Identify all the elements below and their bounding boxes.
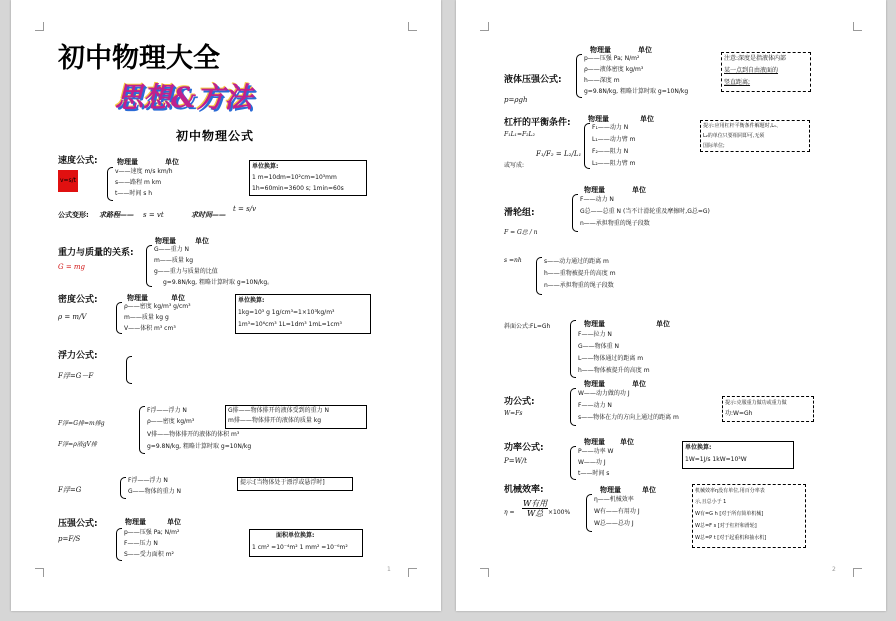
brace — [586, 494, 592, 532]
unit-conversion-box — [682, 441, 794, 469]
speed-row: t——时间 s h — [115, 190, 153, 197]
col-header-unit: 单位 — [165, 158, 179, 166]
power-row: t——时间 s — [578, 470, 610, 477]
buoyancy-formula-3: F浮=ρ液gV排 — [58, 441, 97, 448]
snh-row: s——动力通过的距离 m — [544, 258, 609, 265]
efficiency-fraction — [522, 499, 548, 518]
lever-row: L₂——阻力臂 m — [592, 160, 636, 167]
note-text: L₂的单位只要相同即可,无须 — [703, 133, 765, 139]
brace — [570, 320, 576, 378]
col-header-quantity: 物理量 — [584, 380, 605, 388]
efficiency-row: W总——总功 J — [594, 520, 634, 527]
buoyancy-row: F浮——浮力 N — [147, 407, 187, 414]
snh-formula: s =nh — [504, 257, 522, 264]
snh-row: n——承担物重的绳子段数 — [544, 282, 614, 289]
incline-row: L——物体通过的距离 m — [578, 355, 644, 362]
margin-mark — [408, 22, 417, 31]
note-box — [692, 484, 806, 548]
power-heading: 功率公式: — [504, 443, 544, 453]
margin-mark — [408, 568, 417, 577]
brace — [570, 388, 576, 426]
col-header-quantity: 物理量 — [125, 518, 146, 526]
note-text: 提示:[当物体处于漂浮或悬浮时] — [240, 479, 325, 486]
incline-row: h——物体被提升的高度 m — [578, 367, 650, 374]
note-box — [721, 52, 811, 92]
lever-row: L₁——动力臂 m — [592, 136, 636, 143]
lever-formula: F₁L₁=F₂L₂ — [504, 131, 535, 138]
col-header-unit: 单位 — [167, 518, 181, 526]
liquid-row: ρ——液体密度 kg/m³ — [584, 66, 644, 73]
conv-line: 1m³=10⁶cm³ 1L=1dm³ 1mL=1cm³ — [238, 321, 342, 328]
conv-line: 1W=1J/s 1kW=10³W — [685, 456, 747, 463]
work-row: s——物体在力的方向上通过的距离 m — [578, 414, 679, 421]
margin-mark — [853, 22, 862, 31]
col-header-quantity: 物理量 — [117, 158, 138, 166]
brace — [584, 123, 590, 169]
efficiency-percent: ×100% — [548, 509, 571, 516]
work-row: F——动力 N — [578, 402, 612, 409]
col-header-unit: 单位 — [638, 46, 652, 54]
efficiency-heading: 机械效率: — [504, 485, 544, 495]
note-box — [722, 396, 814, 422]
big-title: 初中物理大全 — [58, 43, 220, 74]
work-row: W——动力做的功 J — [578, 390, 630, 397]
unit-conversion-box — [249, 529, 363, 557]
time-formula: t = s/v — [233, 205, 257, 213]
efficiency-row: η——机械效率 — [594, 496, 634, 503]
lever-row: F₂——阻力 N — [592, 148, 629, 155]
gravity-row: G——重力 N — [154, 246, 190, 253]
note-text: 提示:应用杠杆平衡条件解题时,L₁、 — [703, 123, 782, 129]
snh-row: h——重物被提升的高度 m — [544, 270, 616, 277]
conv-title: 单位换算: — [252, 163, 279, 170]
art-title: 思想&方法 — [115, 81, 253, 114]
speed-row: v——速度 m/s km/h — [115, 168, 173, 175]
density-row: m——质量 kg g — [124, 314, 169, 321]
document-page-1 — [11, 0, 441, 611]
liquid-pressure-formula: p=ρgh — [504, 96, 528, 104]
col-header-unit: 单位 — [656, 320, 670, 328]
buoyancy-row: F浮——浮力 N — [128, 477, 168, 484]
find-time-label: 求时间—— — [191, 211, 226, 219]
note-text: 功:W=Gh — [725, 410, 753, 417]
page-number: 2 — [832, 566, 836, 573]
pressure-row: S——受力面积 m² — [124, 551, 174, 558]
pulley-formula: F = G总 / n — [504, 229, 538, 236]
power-row: W——功 J — [578, 459, 606, 466]
buoyancy-row: g=9.8N/kg, 粗略计算时取 g=10N/kg — [147, 443, 252, 450]
efficiency-denominator: W总 — [527, 509, 544, 518]
note-text: 注意:深度是指液体内部 — [724, 55, 787, 62]
conv-title: 单位换算: — [685, 444, 712, 451]
conv-line: 1 m=10dm=10²cm=10³mm — [252, 174, 337, 181]
col-header-quantity: 物理量 — [155, 237, 176, 245]
lever-alt-formula: F₁/F₂ = L₂/L₁ — [536, 150, 582, 158]
box-line: G排——物体排开的液体受到的重力 N — [228, 407, 330, 414]
brace — [126, 356, 132, 384]
buoyancy-row: ρ——密度 kg/m³ — [147, 418, 195, 425]
note-text: W有=G h [对于所有简单机械] — [695, 511, 764, 517]
buoyancy-formula-4: F浮=G — [58, 486, 82, 494]
brace — [120, 477, 126, 499]
brace — [570, 446, 576, 480]
margin-mark — [480, 568, 489, 577]
pressure-row: F——压力 N — [124, 540, 158, 547]
pressure-formula: p=F/S — [58, 535, 81, 543]
note-text: 提示:克服重力做功或重力做 — [725, 400, 787, 406]
pulley-row: G总——总重 N (当不计滑轮重及摩擦时,G总=G) — [580, 208, 710, 215]
speed-heading: 速度公式: — [58, 156, 98, 166]
pressure-row: p——压强 Pa; N/m² — [124, 529, 180, 536]
col-header-unit: 单位 — [171, 294, 185, 302]
speed-formula: v=s/t — [58, 170, 78, 192]
incline-heading: 斜面公式:FL=Gh — [504, 323, 551, 330]
subtitle: 初中物理公式 — [176, 129, 255, 143]
note-box — [700, 120, 810, 152]
brace — [536, 257, 542, 295]
col-header-quantity: 物理量 — [590, 46, 611, 54]
document-page-2 — [456, 0, 886, 611]
buoyancy-row: G——物体的重力 N — [128, 488, 182, 495]
note-text: W总=P t [对于起重机和抽水机] — [695, 535, 767, 541]
col-header-unit: 单位 — [640, 115, 654, 123]
distance-formula: s = vt — [143, 211, 164, 219]
note-text: 示,且总小于 1 — [695, 499, 727, 505]
density-heading: 密度公式: — [58, 295, 98, 305]
incline-row: G——物体重 N — [578, 343, 620, 350]
margin-mark — [35, 568, 44, 577]
buoyancy-formula-1: F浮=G－F — [58, 372, 94, 380]
unit-conversion-box — [249, 160, 367, 196]
gravity-row: g——重力与质量的比值 — [154, 268, 218, 275]
brace — [146, 245, 152, 287]
liquid-row: p——压强 Pa; N/m² — [584, 55, 640, 62]
work-formula: W=Fs — [504, 410, 523, 417]
col-header-quantity: 物理量 — [600, 486, 621, 494]
lever-alt-label: 或写成: — [504, 162, 525, 169]
pulley-row: F——动力 N — [580, 196, 614, 203]
col-header-quantity: 物理量 — [588, 115, 609, 123]
col-header-quantity: 物理量 — [584, 320, 605, 328]
speed-row: s——路程 m km — [115, 179, 162, 186]
efficiency-row: W有——有用功 J — [594, 508, 640, 515]
density-formula: ρ = m/V — [58, 313, 87, 321]
conv-line: 1 cm² =10⁻⁴m² 1 mm² =10⁻⁶m² — [252, 544, 348, 551]
pulley-heading: 滑轮组: — [504, 208, 535, 218]
col-header-quantity: 物理量 — [584, 438, 605, 446]
margin-mark — [853, 568, 862, 577]
col-header-quantity: 物理量 — [584, 186, 605, 194]
note-text: 竖直距离; — [724, 79, 751, 86]
brace — [576, 54, 582, 98]
page-number: 1 — [387, 566, 391, 573]
margin-mark — [35, 22, 44, 31]
note-box — [237, 477, 353, 491]
note-text: 机械效率η没有单位,用百分率表 — [695, 488, 765, 494]
col-header-unit: 单位 — [620, 438, 634, 446]
brace — [572, 194, 578, 232]
note-text: W总=F s [对于杠杆和滑轮] — [695, 523, 757, 529]
variant-label: 公式变形: — [58, 211, 89, 219]
buoyancy-heading: 浮力公式: — [58, 351, 98, 361]
liquid-row: h——深度 m — [584, 77, 620, 84]
buoyancy-formula-2: F浮=G排=m排g — [58, 420, 105, 427]
conv-line: 1h=60min=3600 s; 1min=60s — [252, 185, 344, 192]
margin-mark — [480, 22, 489, 31]
efficiency-lhs: η = — [504, 509, 515, 516]
box-line: m排——物体排开的液体的质量 kg — [228, 417, 322, 424]
pulley-row: n——承担物重的绳子段数 — [580, 220, 650, 227]
gravity-formula: G = mg — [58, 263, 86, 271]
pressure-heading: 压强公式: — [58, 519, 98, 529]
excluded-liquid-box — [225, 405, 367, 429]
col-header-unit: 单位 — [642, 486, 656, 494]
conv-title: 面积单位换算: — [276, 532, 315, 539]
liquid-pressure-heading: 液体压强公式: — [504, 75, 562, 85]
gravity-row: m——质量 kg — [154, 257, 194, 264]
brace — [116, 528, 122, 561]
brace — [139, 406, 145, 454]
liquid-row: g=9.8N/kg, 粗略计算时取 g=10N/kg — [584, 88, 689, 95]
efficiency-numerator: W有用 — [523, 499, 548, 508]
work-heading: 功公式: — [504, 397, 535, 407]
find-distance-label: 求路程—— — [99, 211, 134, 219]
gravity-row: g=9.8N/kg, 粗略计算时取 g=10N/kg。 — [163, 279, 274, 286]
unit-conversion-box — [235, 294, 371, 334]
conv-title: 单位换算: — [238, 297, 265, 304]
buoyancy-row: V排——物体排开的液体的体积 m³ — [147, 431, 240, 438]
lever-row: F₁——动力 N — [592, 124, 629, 131]
col-header-unit: 单位 — [632, 186, 646, 194]
power-row: P——功率 W — [578, 448, 614, 455]
note-text: 国际单位; — [703, 143, 725, 149]
conv-line: 1kg=10³ g 1g/cm³=1×10³kg/m³ — [238, 309, 335, 316]
note-text: 某一点到自由液面的 — [724, 67, 779, 74]
col-header-unit: 单位 — [195, 237, 209, 245]
col-header-unit: 单位 — [632, 380, 646, 388]
gravity-heading: 重力与质量的关系: — [58, 248, 134, 258]
incline-row: F——拉力 N — [578, 331, 612, 338]
power-formula: P=W/t — [504, 457, 527, 465]
brace — [107, 167, 113, 201]
density-row: ρ——密度 kg/m³ g/cm³ — [124, 303, 191, 310]
col-header-quantity: 物理量 — [127, 294, 148, 302]
brace — [116, 302, 122, 334]
density-row: V——体积 m³ cm³ — [124, 325, 176, 332]
lever-heading: 杠杆的平衡条件: — [504, 118, 571, 128]
